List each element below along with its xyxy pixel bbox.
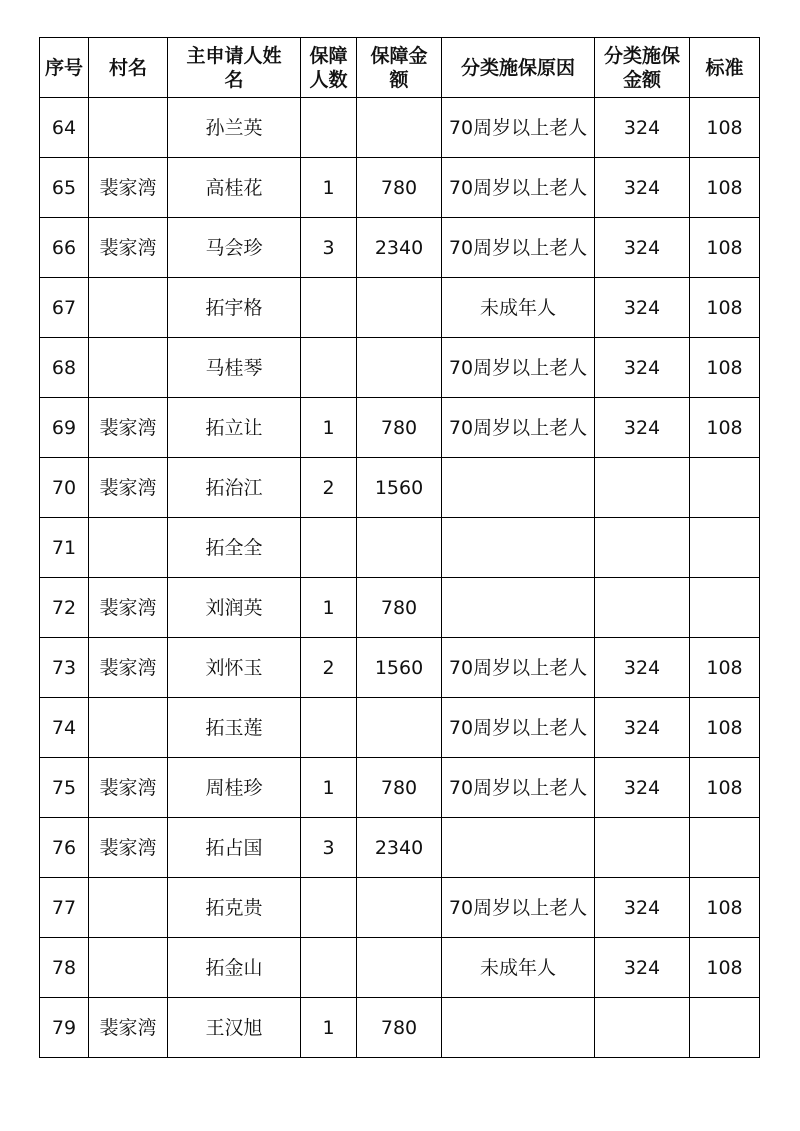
cell-reason [442,458,595,518]
cell-cat-amount [595,998,690,1058]
cell-cat-amount: 324 [595,98,690,158]
cell-village [89,938,168,998]
table-body [40,98,760,1058]
cell-applicant: 拓克贵 [168,878,301,938]
cell-cat-amount: 324 [595,758,690,818]
cell-reason: 70周岁以上老人 [442,638,595,698]
table-row [40,998,760,1058]
cell-village [89,698,168,758]
cell-cat-amount: 324 [595,398,690,458]
header-persons: 保障人数 [301,38,357,98]
cell-seq: 65 [40,158,89,218]
table-row [40,278,760,338]
cell-cat-amount: 324 [595,338,690,398]
cell-seq: 74 [40,698,89,758]
cell-persons [301,518,357,578]
cell-applicant: 拓治江 [168,458,301,518]
cell-amount: 1560 [357,638,442,698]
cell-persons [301,938,357,998]
cell-standard [690,578,760,638]
cell-seq: 79 [40,998,89,1058]
cell-persons: 3 [301,218,357,278]
cell-standard: 108 [690,158,760,218]
cell-standard: 108 [690,218,760,278]
cell-applicant: 马桂琴 [168,338,301,398]
cell-applicant: 马会珍 [168,218,301,278]
cell-persons: 2 [301,458,357,518]
cell-applicant: 周桂珍 [168,758,301,818]
header-seq: 序号 [40,38,89,98]
table-row [40,218,760,278]
cell-village: 裴家湾 [89,158,168,218]
cell-amount [357,938,442,998]
cell-amount: 1560 [357,458,442,518]
cell-amount: 780 [357,998,442,1058]
header-reason: 分类施保原因 [442,38,595,98]
cell-seq: 75 [40,758,89,818]
cell-persons [301,98,357,158]
cell-amount: 780 [357,398,442,458]
cell-village [89,518,168,578]
header-row [40,38,760,98]
cell-applicant: 高桂花 [168,158,301,218]
cell-standard [690,818,760,878]
cell-persons: 2 [301,638,357,698]
cell-amount [357,698,442,758]
cell-seq: 78 [40,938,89,998]
cell-standard: 108 [690,278,760,338]
cell-village: 裴家湾 [89,638,168,698]
cell-amount [357,518,442,578]
cell-persons [301,698,357,758]
cell-village: 裴家湾 [89,458,168,518]
header-cat-amount: 分类施保金额 [595,38,690,98]
cell-seq: 76 [40,818,89,878]
cell-persons: 1 [301,758,357,818]
cell-persons [301,878,357,938]
cell-reason: 70周岁以上老人 [442,758,595,818]
cell-persons: 1 [301,578,357,638]
cell-seq: 73 [40,638,89,698]
cell-cat-amount: 324 [595,938,690,998]
cell-village: 裴家湾 [89,218,168,278]
cell-cat-amount [595,518,690,578]
cell-persons [301,278,357,338]
cell-amount: 780 [357,758,442,818]
cell-reason: 未成年人 [442,278,595,338]
cell-cat-amount: 324 [595,158,690,218]
cell-cat-amount: 324 [595,218,690,278]
table-row [40,758,760,818]
table-row [40,98,760,158]
cell-reason: 70周岁以上老人 [442,98,595,158]
cell-village: 裴家湾 [89,758,168,818]
cell-reason: 未成年人 [442,938,595,998]
cell-village [89,878,168,938]
cell-cat-amount [595,818,690,878]
table-row [40,158,760,218]
cell-seq: 72 [40,578,89,638]
cell-reason: 70周岁以上老人 [442,698,595,758]
cell-amount [357,878,442,938]
cell-applicant: 孙兰英 [168,98,301,158]
cell-cat-amount [595,578,690,638]
cell-village: 裴家湾 [89,998,168,1058]
cell-standard [690,518,760,578]
cell-amount [357,98,442,158]
cell-village: 裴家湾 [89,578,168,638]
cell-persons: 3 [301,818,357,878]
cell-cat-amount: 324 [595,638,690,698]
cell-persons: 1 [301,158,357,218]
cell-standard: 108 [690,758,760,818]
cell-applicant: 刘怀玉 [168,638,301,698]
cell-seq: 67 [40,278,89,338]
cell-reason: 70周岁以上老人 [442,218,595,278]
header-village: 村名 [89,38,168,98]
cell-cat-amount [595,458,690,518]
cell-seq: 70 [40,458,89,518]
cell-village [89,98,168,158]
cell-seq: 64 [40,98,89,158]
cell-standard: 108 [690,398,760,458]
cell-applicant: 刘润英 [168,578,301,638]
cell-seq: 68 [40,338,89,398]
cell-standard [690,458,760,518]
cell-persons: 1 [301,998,357,1058]
cell-standard: 108 [690,338,760,398]
cell-amount [357,278,442,338]
cell-applicant: 拓玉莲 [168,698,301,758]
table-row [40,878,760,938]
cell-reason: 70周岁以上老人 [442,878,595,938]
cell-amount [357,338,442,398]
cell-reason [442,518,595,578]
cell-standard: 108 [690,638,760,698]
cell-applicant: 王汉旭 [168,998,301,1058]
header-standard: 标准 [690,38,760,98]
cell-cat-amount: 324 [595,878,690,938]
table-row [40,938,760,998]
cell-standard: 108 [690,698,760,758]
cell-applicant: 拓立让 [168,398,301,458]
cell-amount: 780 [357,158,442,218]
cell-seq: 69 [40,398,89,458]
cell-cat-amount: 324 [595,698,690,758]
table-row [40,458,760,518]
cell-reason: 70周岁以上老人 [442,158,595,218]
cell-cat-amount: 324 [595,278,690,338]
header-applicant: 主申请人姓名 [168,38,301,98]
cell-reason: 70周岁以上老人 [442,338,595,398]
table-row [40,698,760,758]
cell-reason [442,998,595,1058]
cell-standard: 108 [690,878,760,938]
cell-applicant: 拓占国 [168,818,301,878]
header-amount: 保障金额 [357,38,442,98]
cell-amount: 2340 [357,218,442,278]
cell-village [89,338,168,398]
cell-persons: 1 [301,398,357,458]
cell-village: 裴家湾 [89,818,168,878]
cell-village: 裴家湾 [89,398,168,458]
cell-standard [690,998,760,1058]
beneficiary-table [39,37,760,1058]
cell-persons [301,338,357,398]
cell-standard: 108 [690,938,760,998]
table-row [40,338,760,398]
cell-seq: 71 [40,518,89,578]
table-row [40,398,760,458]
table-row [40,818,760,878]
cell-amount: 780 [357,578,442,638]
cell-applicant: 拓宇格 [168,278,301,338]
cell-reason [442,818,595,878]
cell-reason: 70周岁以上老人 [442,398,595,458]
table-row [40,638,760,698]
cell-amount: 2340 [357,818,442,878]
cell-standard: 108 [690,98,760,158]
cell-village [89,278,168,338]
table-row [40,578,760,638]
cell-applicant: 拓全全 [168,518,301,578]
cell-reason [442,578,595,638]
cell-seq: 66 [40,218,89,278]
cell-applicant: 拓金山 [168,938,301,998]
cell-seq: 77 [40,878,89,938]
table-row [40,518,760,578]
